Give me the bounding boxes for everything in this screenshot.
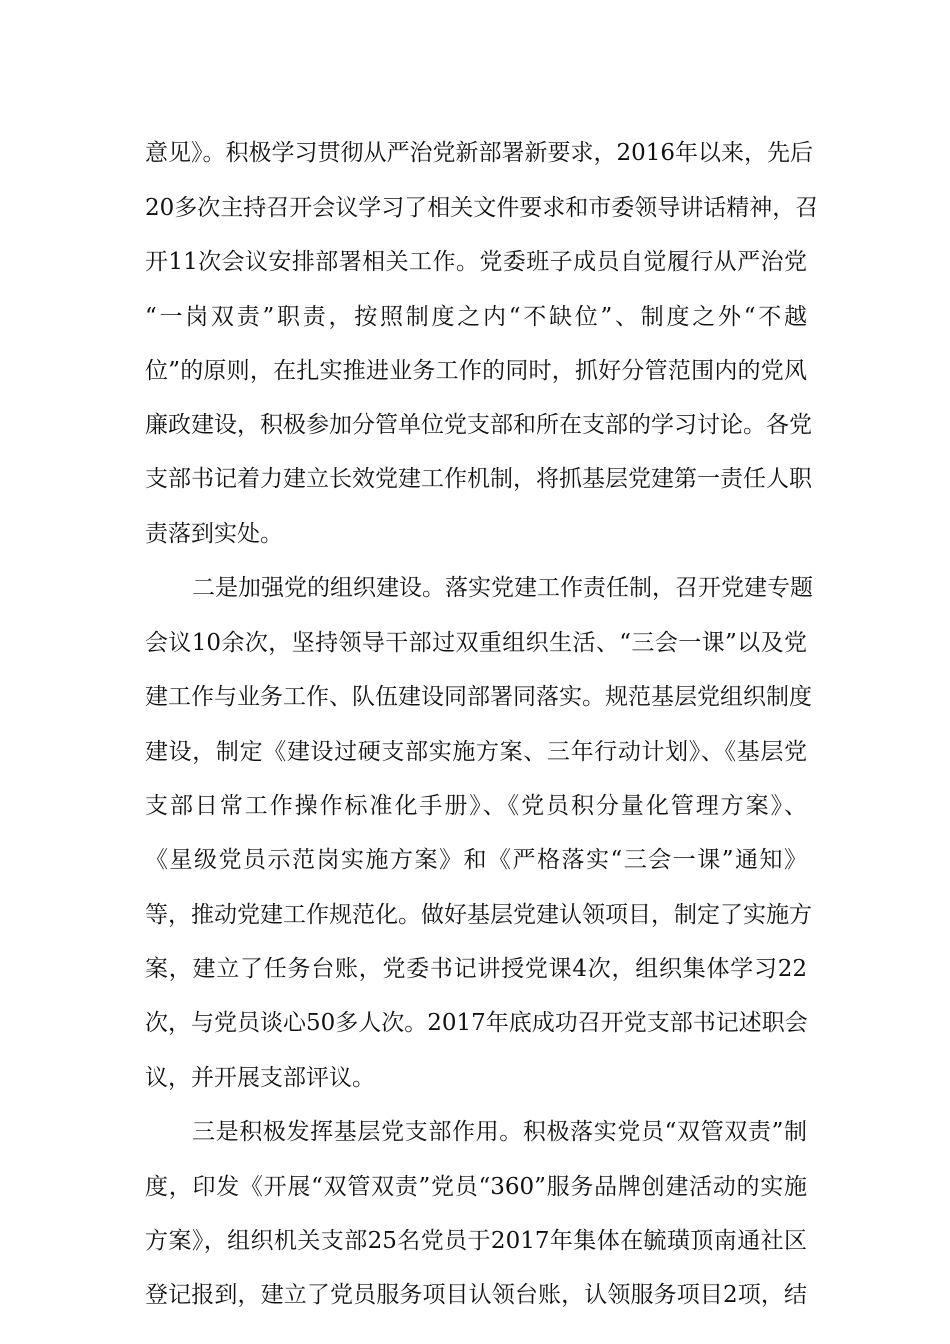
paragraph-line: 度，印发《开展“双管双责”党员“360”服务品牌创建活动的实施 [145,1174,807,1200]
paragraph-line: 建工作与业务工作、队伍建设同部署同落实。规范基层党组织制度 [145,684,812,710]
paragraph-line: 等，推动党建工作规范化。做好基层党建认领项目，制定了实施方 [145,902,812,928]
paragraph-line: 廉政建设，积极参加分管单位党支部和所在支部的学习讨论。各党 [145,412,812,438]
paragraph-line: 支部日常工作操作标准化手册》、《党员积分量化管理方案》、 [145,793,807,819]
paragraph-line: “一岗双责”职责，按照制度之内“不缺位”、制度之外“不越 [145,304,807,330]
paragraph-line: 《星级党员示范岗实施方案》和《严格落实“三会一课”通知》 [145,847,807,873]
paragraph-line: 开11次会议安排部署相关工作。党委班子成员自觉履行从严治党 [145,249,807,275]
paragraph-line: 责落到实处。 [145,521,283,547]
paragraph-line: 建设，制定《建设过硬支部实施方案、三年行动计划》、《基层党 [145,739,807,765]
paragraph-line: 案，建立了任务台账，党委书记讲授党课4次，组织集体学习22 [145,956,807,982]
paragraph-line: 二是加强党的组织建设。落实党建工作责任制，召开党建专题 [192,575,813,601]
paragraph-line: 支部书记着力建立长效党建工作机制，将抓基层党建第一责任人职 [145,466,812,492]
paragraph-line: 20多次主持召开会议学习了相关文件要求和市委领导讲话精神，召 [145,195,819,221]
paragraph-line: 方案》，组织机关支部25名党员于2017年集体在毓璜顶南通社区 [145,1228,807,1254]
paragraph-line: 位”的原则，在扎实推进业务工作的同时，抓好分管范围内的党风 [145,358,807,384]
paragraph-line: 会议10余次，坚持领导干部过双重组织生活、“三会一课”以及党 [145,630,807,656]
paragraph-line: 三是积极发挥基层党支部作用。积极落实党员“双管双责”制 [192,1119,807,1145]
paragraph-line: 议，并开展支部评议。 [145,1065,375,1091]
paragraph-line: 登记报到，建立了党员服务项目认领台账，认领服务项目2项，结 [145,1282,807,1308]
paragraph-line: 意见》。积极学习贯彻从严治党新部署新要求，2016年以来，先后 [145,140,814,166]
paragraph-line: 次，与党员谈心50多人次。2017年底成功召开党支部书记述职会 [145,1010,808,1036]
